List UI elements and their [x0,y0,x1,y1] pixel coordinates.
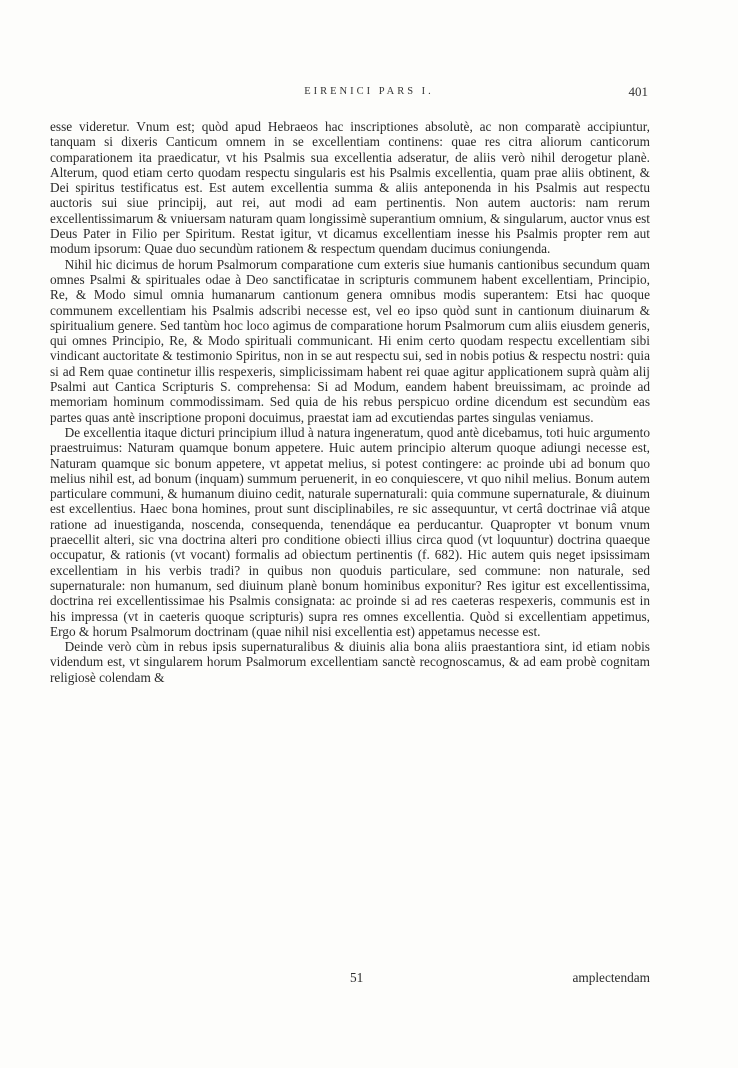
paragraph: esse videretur. Vnum est; quòd apud Hebraeos hac inscriptiones absolutè, ac non comparatè accipiuntur, tanquam si dixeris Canticum omnem in se excellentiam continens: quae res citra aliorum canticorum comparationem ita praedicatur, vt his Psalmis sua excellentia adseratur, de aliis verò nihil derogetur planè. Alterum, quod etiam certo quodam respectu singularis est his Psalmis excellentia, quam prae aliis obtinent, & Dei spiritus testificatus est. Est autem excellentia summa & aliis anteponenda in his Psalmis aut respectu auctoris sui siue principij, aut rei, aut modi ad eam pertinentis. Non autem auctoris: nam rerum excellentissimarum & vniuersam naturam quam longissimè superantium omnium, & singularum, auctor vnus est Deus Pater in Filio per Spiritum. Restat igitur, vt dicamus excellentiam inesse his Psalmis propter rem aut modum ipsorum: Quae duo secundùm rationem & respectum quendam ducimus coniungenda. [50,119,650,257]
running-title: EIRENICI PARS I. [304,86,434,97]
catchword: amplectendam [572,970,650,985]
page-footer [50,970,650,988]
running-head [0,84,738,102]
paragraph: Nihil hic dicimus de horum Psalmorum comparatione cum exteris siue humanis cantionibus secundum quam omnes Psalmi & spirituales odae à Deo sanctificatae in scripturis communem habent excellentiam, Principio, Re, & Modo simul omnia humanarum cantionum genera omnibus modis superantem: Etsi hac quoque communem excellentiam his Psalmis adscribi necesse est, vel eo ipso quòd sunt in cantionum diuinarum & spiritualium genere. Sed tantùm hoc loco agimus de comparatione horum Psalmorum cum aliis eiusdem generis, qui omnes Principio, Re, & Modo spirituali communicant. Hi enim certo quodam respectu excellentiam sibi vindicant auctoritate & testimonio Spiritus, non in se aut respectu sui, sed in nobis potius & respectu nostri: quia si ad Rem quae continetur illis respexeris, simplicissimam habent rei quae agitur applicationem suprà quàm alij Psalmi aut Cantica Scripturis S. comprehensa: Si ad Modum, eandem habent breuissimam, ac proinde ad memoriam hominum commodissimam. Sed quia de his rebus perspicuo ordine dicendum est secundùm eas partes quas antè inscriptione proponi docuimus, praestat iam ad excutiendas partes singulas veniamus. [50,256,650,425]
paragraph: De excellentia itaque dicturi principium illud à natura ingeneratum, quod antè dicebamus, toti huic argumento praestruimus: Naturam quamque bonum appetere. Huic autem principio alterum quoque adiungi necesse est, Naturam quamque sic bonum appetere, vt appetat melius, si potest contingere: ac proinde ubi ad bonum quo melius nihil est, ad bonum (inquam) summum peruenerit, in eo conquiescere, vt quo nihil melius. Bonum autem particulare communi, & humanum diuino cedit, naturale supernaturali: quia commune supernaturale, & diuinum est excellentius. Haec bona homines, prout sunt disciplinabiles, re sic assequuntur, vt certâ doctrinae viâ atque ratione ad inuestiganda, noscenda, consequenda, tenendáque ea perducantur. Quapropter vt bonum vnum praecellit alteri, sic vna doctrina alteri pro conditione obiecti illius circa quod (vt loquuntur) doctrina quaeque occupatur, & rationis (vt vocant) formalis ad obiectum pertinentis (f. 682). Hic autem quis neget ipsissimam excellentiam in his verbis tradi? in quibus non quoduis particulare, sed commune: non naturale, sed supernaturale: non humanum, sed diuinum planè bonum hominibus exponitur? Res igitur est excellentissima, doctrina rei excellentissimae his Psalmis consignata: ac proinde si ad res caeteras respexeris, communis est in his impressa (vt in caeteris quoque scripturis) supra res omnes excellentia. Quòd si excellentiam appetimus, Ergo & horum Psalmorum doctrinam (quae nihil nisi excellentia est) appetamus necesse est. [50,424,650,639]
signature-mark: 51 [350,970,364,985]
body-text [50,119,650,685]
paragraph: Deinde verò cùm in rebus ipsis supernaturalibus & diuinis alia bona aliis praestantiora sint, id etiam nobis videndum est, vt singularem horum Psalmorum excellentiam sanctè recognoscamus, & ad eam probè cognitam religiosè colendam & [50,639,650,685]
page-number: 401 [628,84,648,99]
